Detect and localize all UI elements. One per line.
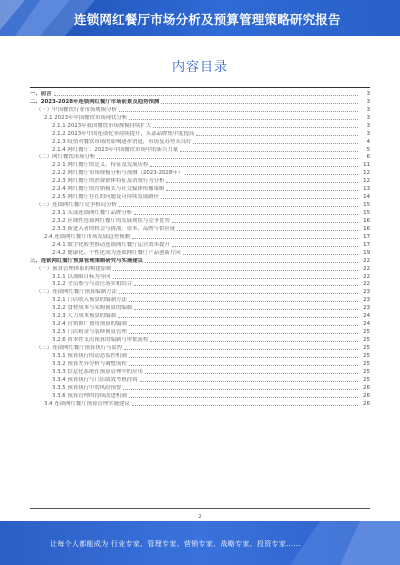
toc-entry-title: 3.2.2 食材成本与采购预算的编制 bbox=[52, 305, 133, 312]
toc-entry-page: 19 bbox=[363, 249, 370, 256]
toc-leader-dots bbox=[150, 165, 358, 167]
page-number: 2 bbox=[198, 514, 202, 520]
toc-entry[interactable] bbox=[30, 137, 370, 145]
toc-entry[interactable] bbox=[30, 160, 370, 168]
toc-leader-dots bbox=[132, 404, 358, 406]
toc-entry-title: 2.2.3 网红餐厅的消费群体特征及消费行为分析 bbox=[52, 178, 165, 185]
toc-entry-title: 3.1.2 全员参与与责任落实相结合 bbox=[52, 281, 133, 288]
toc-entry-page: 24 bbox=[363, 313, 370, 320]
toc-leader-dots bbox=[145, 372, 358, 374]
toc-entry-title: 2.4 连锁网红餐厅市场发展趋势预测 bbox=[44, 233, 130, 240]
toc-leader-dots bbox=[119, 110, 358, 112]
report-title: 连锁网红餐厅市场分析及预算管理策略研究报告 bbox=[74, 12, 341, 27]
toc-entry[interactable] bbox=[30, 311, 370, 319]
toc-entry-title: 2.1.2 2023年中国连锁化率持续提升，头部品牌集中度提高 bbox=[52, 130, 195, 137]
toc-entry[interactable] bbox=[30, 319, 370, 327]
toc-entry-page: 14 bbox=[363, 194, 370, 201]
toc-leader-dots bbox=[129, 396, 358, 398]
toc-entry-title: 2.2.2 网红餐厅市场规模分析与预测（2023-2028年） bbox=[52, 170, 184, 177]
toc-entry[interactable] bbox=[30, 153, 370, 161]
toc-bottom-rule bbox=[30, 508, 370, 509]
footer-slogan: 让每个人都能成为 行业专家、管理专家、营销专家、战略专家、投资专家…… bbox=[50, 540, 301, 548]
toc-leader-dots bbox=[129, 356, 358, 358]
toc-entry-page: 4 bbox=[366, 138, 370, 145]
toc-entry-title: 2.2.1 网红餐厅的定义、特征及发展历程 bbox=[52, 162, 149, 169]
toc-entry-title: （二）连锁网红餐厅预算编制方法 bbox=[36, 289, 117, 296]
toc-leader-dots bbox=[113, 277, 358, 279]
toc-leader-dots bbox=[172, 245, 358, 247]
toc-entry-title: 2.3.2 区域性连锁网红餐厅的发展现状与竞争优势 bbox=[52, 217, 170, 224]
toc-entry[interactable] bbox=[30, 216, 370, 224]
toc-entry-page: 22 bbox=[363, 281, 370, 288]
toc-entry-title: 3.3.6 预算管理的持续改进机制 bbox=[52, 392, 127, 399]
toc-leader-dots bbox=[161, 197, 358, 199]
toc-leader-dots bbox=[193, 142, 358, 144]
toc-leader-dots bbox=[150, 340, 358, 342]
toc-entry-title: 3.3.5 预算执行中的风险预警 bbox=[52, 384, 122, 391]
toc-entry-page: 16 bbox=[363, 217, 370, 224]
toc-entry-title: 2.2.4 网红餐厅的营销模式与社交媒体传播策略 bbox=[52, 186, 165, 193]
toc-entry-page: 26 bbox=[363, 384, 370, 391]
toc-leader-dots bbox=[54, 94, 358, 96]
toc-heading: 内容目录 bbox=[171, 60, 228, 75]
toc-entry[interactable] bbox=[30, 97, 370, 105]
toc-entry-title: 2.1.4 网红餐厅：2023年中国餐饮市场中的新兴力量 bbox=[52, 146, 179, 153]
toc-entry-page: 22 bbox=[363, 265, 370, 272]
toc-entry-title: 三、连锁网红餐厅预算管理策略研究与实施建议 bbox=[30, 257, 144, 264]
toc-leader-dots bbox=[134, 308, 358, 310]
toc-entry[interactable] bbox=[30, 105, 370, 113]
toc-entry-page: 11 bbox=[363, 162, 370, 169]
toc-entry-page: 3 bbox=[366, 114, 370, 121]
toc-entry-page: 12 bbox=[363, 170, 370, 177]
toc-leader-dots bbox=[119, 292, 358, 294]
toc-entry-page: 3 bbox=[366, 130, 370, 137]
toc-entry-title: 2.2.5 网红餐厅存在的问题及可持续发展路径 bbox=[52, 194, 160, 201]
toc-leader-dots bbox=[185, 173, 358, 175]
toc-entry-page: 16 bbox=[363, 225, 370, 232]
toc-entry-title: 3.2.5 门店租金与装修预算管理 bbox=[52, 329, 127, 336]
toc-entry[interactable] bbox=[30, 272, 370, 280]
toc-entry-title: 2.4.1 数字化转型推动连锁网红餐厅运营效率提升 bbox=[52, 241, 170, 248]
toc-leader-dots bbox=[145, 261, 358, 263]
toc-entry-page: 15 bbox=[363, 210, 370, 216]
toc-leader-dots bbox=[129, 332, 358, 334]
toc-entry[interactable] bbox=[30, 391, 370, 399]
toc-entry[interactable] bbox=[30, 327, 370, 335]
toc-entry[interactable] bbox=[30, 375, 370, 383]
toc-entry-page: 22 bbox=[363, 257, 370, 264]
toc-entry-page: 26 bbox=[363, 392, 370, 399]
toc-entry-title: 3.2.6 资本性支出预算的编制与审批流程 bbox=[52, 337, 149, 343]
toc-entry[interactable] bbox=[30, 168, 370, 176]
toc-entry-page: 13 bbox=[363, 186, 370, 193]
toc-entry[interactable] bbox=[30, 256, 370, 264]
table-of-contents bbox=[30, 89, 370, 407]
toc-entry-title: 2.1 2023年中国餐饮市场现状分析 bbox=[44, 114, 128, 121]
toc-leader-dots bbox=[119, 205, 358, 207]
toc-leader-dots bbox=[196, 134, 358, 136]
toc-leader-dots bbox=[134, 213, 358, 215]
toc-leader-dots bbox=[166, 181, 358, 183]
toc-leader-dots bbox=[97, 157, 358, 159]
toc-entry[interactable] bbox=[30, 303, 370, 311]
toc-entry-page: 25 bbox=[363, 368, 370, 375]
toc-entry-page: 3 bbox=[366, 106, 370, 113]
toc-leader-dots bbox=[113, 269, 358, 271]
toc-entry[interactable] bbox=[30, 367, 370, 375]
toc-entry-title: 2.3.1 头部连锁网红餐厅品牌分析 bbox=[52, 210, 133, 216]
page-footer bbox=[0, 521, 400, 565]
toc-leader-dots bbox=[166, 189, 358, 191]
toc-entry[interactable] bbox=[30, 264, 370, 272]
toc-entry[interactable] bbox=[30, 113, 370, 121]
toc-entry-title: 2.1.3 疫情对餐饮市场的影响逐步消退，市场复苏势头良好 bbox=[52, 138, 192, 145]
toc-entry-page: 25 bbox=[363, 329, 370, 336]
toc-entry-title: （一）中国餐饮行业市场规模分析 bbox=[36, 106, 117, 113]
toc-leader-dots bbox=[153, 126, 358, 128]
toc-entry-title: 3.3.3 信息化系统在预算管理中的应用 bbox=[52, 368, 143, 375]
toc-entry-title: 2.1.1 2023年我国餐饮市场规模持续扩大 bbox=[52, 122, 152, 129]
toc-entry-page: 25 bbox=[363, 360, 370, 367]
toc-leader-dots bbox=[161, 102, 358, 104]
toc-entry-page: 5 bbox=[366, 146, 370, 153]
toc-entry-title: 3.2.4 营销推广费用预算的编制 bbox=[52, 321, 127, 328]
toc-entry-title: 2.4.2 健康化、个性化成为连锁网红餐厅产品创新方向 bbox=[52, 249, 181, 256]
toc-entry[interactable] bbox=[30, 280, 370, 288]
toc-entry[interactable] bbox=[30, 232, 370, 240]
toc-leader-dots bbox=[180, 150, 358, 152]
toc-entry-title: 二、2023-2028年连锁网红餐厅市场前景及趋势预测 bbox=[30, 98, 160, 105]
toc-entry-page: 3 bbox=[366, 98, 370, 105]
toc-entry-title: 3.1.1 以战略目标为导向 bbox=[52, 273, 111, 280]
toc-entry[interactable] bbox=[30, 129, 370, 137]
toc-entry[interactable] bbox=[30, 383, 370, 391]
toc-entry[interactable] bbox=[30, 295, 370, 303]
toc-entry-title: 3.3.2 预算差异分析与调整流程 bbox=[52, 360, 127, 367]
toc-entry-page: 25 bbox=[363, 352, 370, 359]
toc-entry[interactable] bbox=[30, 89, 370, 97]
toc-leader-dots bbox=[140, 380, 358, 382]
toc-entry[interactable] bbox=[30, 121, 370, 129]
page-header bbox=[0, 0, 400, 36]
toc-entry-page: 6 bbox=[366, 154, 370, 161]
toc-top-rule bbox=[30, 87, 370, 88]
toc-entry[interactable] bbox=[30, 200, 370, 208]
toc-entry-title: 3.4 连锁网红餐厅预算管理实施建议 bbox=[44, 400, 130, 407]
toc-entry-page: 23 bbox=[363, 305, 370, 312]
toc-entry[interactable] bbox=[30, 359, 370, 367]
toc-leader-dots bbox=[123, 388, 358, 390]
toc-entry[interactable] bbox=[30, 343, 370, 351]
toc-entry[interactable] bbox=[30, 192, 370, 200]
toc-entry-title: （三）连锁网红餐厅竞争格局分析 bbox=[36, 202, 117, 209]
toc-entry[interactable] bbox=[30, 208, 370, 216]
toc-leader-dots bbox=[129, 118, 358, 120]
toc-entry[interactable] bbox=[30, 176, 370, 184]
toc-entry-page: 25 bbox=[363, 337, 370, 343]
toc-entry-title: （一）预算管理体系的构建原则 bbox=[36, 265, 112, 272]
toc-entry[interactable] bbox=[30, 240, 370, 248]
toc-entry[interactable] bbox=[30, 145, 370, 153]
toc-leader-dots bbox=[132, 237, 358, 239]
toc-entry-title: （三）连锁网红餐厅预算执行与监控 bbox=[36, 344, 123, 351]
toc-entry-page: 24 bbox=[363, 321, 370, 328]
toc-entry-title: 3.3.1 预算执行的动态监控机制 bbox=[52, 352, 127, 359]
toc-entry-title: 2.3.3 新进入者的机会与挑战：资本、品牌与供应链 bbox=[52, 225, 176, 232]
toc-leader-dots bbox=[129, 300, 358, 302]
toc-entry-title: 一、前言 bbox=[30, 90, 52, 97]
toc-leader-dots bbox=[129, 364, 358, 366]
toc-leader-dots bbox=[134, 284, 358, 286]
toc-entry-page: 15 bbox=[363, 202, 370, 209]
toc-entry-title: 3.2.1 门店收入预算的编制方法 bbox=[52, 297, 127, 304]
toc-leader-dots bbox=[172, 221, 358, 223]
toc-entry-page: 23 bbox=[363, 289, 370, 296]
toc-entry-page: 26 bbox=[363, 400, 370, 407]
toc-leader-dots bbox=[118, 316, 358, 318]
toc-entry[interactable] bbox=[30, 184, 370, 192]
toc-leader-dots bbox=[129, 324, 358, 326]
toc-entry[interactable] bbox=[30, 224, 370, 232]
toc-leader-dots bbox=[177, 229, 358, 231]
toc-entry-page: 25 bbox=[363, 344, 370, 351]
toc-entry[interactable] bbox=[30, 351, 370, 359]
toc-entry-page: 25 bbox=[363, 376, 370, 383]
toc-entry[interactable] bbox=[30, 287, 370, 295]
toc-entry-page: 17 bbox=[363, 241, 370, 248]
toc-entry-page: 22 bbox=[363, 273, 370, 280]
toc-entry-page: 3 bbox=[366, 90, 370, 97]
toc-entry-page: 17 bbox=[363, 233, 370, 240]
toc-entry-title: 3.2.3 人力成本预算的编制 bbox=[52, 313, 116, 320]
toc-leader-dots bbox=[124, 348, 358, 350]
toc-entry-page: 3 bbox=[366, 122, 370, 129]
toc-leader-dots bbox=[183, 253, 358, 255]
toc-entry-title: 3.3.4 预算执行与门店绩效考核挂钩 bbox=[52, 376, 138, 383]
toc-entry[interactable] bbox=[30, 335, 370, 343]
toc-entry[interactable] bbox=[30, 248, 370, 256]
toc-entry-page: 12 bbox=[363, 178, 370, 185]
toc-entry-page: 23 bbox=[363, 297, 370, 304]
toc-entry-title: （二）网红餐饮市场分析 bbox=[36, 154, 96, 161]
toc-entry[interactable] bbox=[30, 399, 370, 407]
